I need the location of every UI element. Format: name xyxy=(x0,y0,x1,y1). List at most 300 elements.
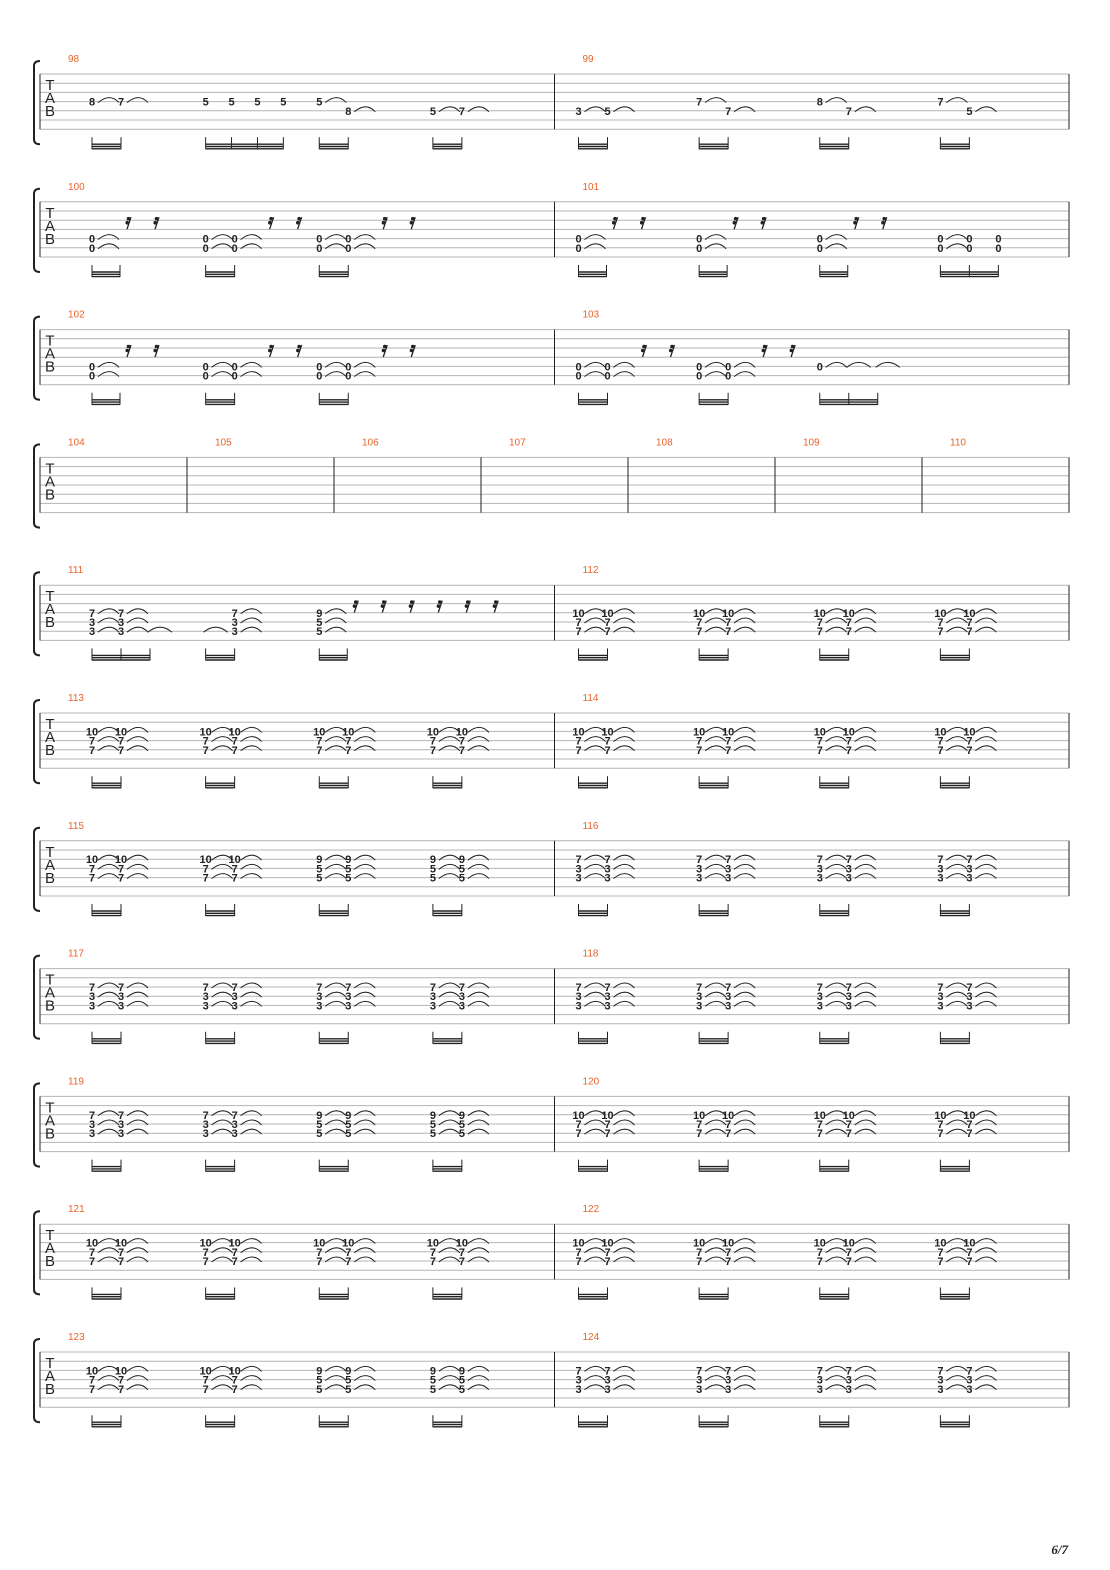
fret-number: 3 xyxy=(696,1000,703,1013)
fret-number: 3 xyxy=(816,1374,823,1387)
fret-number: 7 xyxy=(937,1246,944,1259)
fret-number: 8 xyxy=(816,96,823,109)
fret-number: 3 xyxy=(316,1000,323,1013)
fret-number: 9 xyxy=(458,1109,465,1122)
fret-number: 5 xyxy=(345,863,352,876)
tab-clef-letter: T xyxy=(45,1227,55,1245)
fret-number: 0 xyxy=(937,242,944,255)
fret-number: 10 xyxy=(813,726,826,739)
fret-number: 3 xyxy=(88,1119,96,1131)
fret-number: 7 xyxy=(202,1383,209,1396)
fret-number: 7 xyxy=(458,735,465,748)
fret-number: 10 xyxy=(813,607,826,620)
fret-number: 7 xyxy=(937,982,944,994)
fret-number: 3 xyxy=(845,1383,852,1396)
fret-number: 0 xyxy=(966,233,973,246)
fret-number: 7 xyxy=(966,1128,973,1141)
fret-number: 3 xyxy=(937,1000,944,1013)
fret-number: 7 xyxy=(604,854,611,867)
fret-number: 7 xyxy=(575,617,582,629)
fret-number: 0 xyxy=(231,370,238,383)
fret-number: 3 xyxy=(429,1000,436,1013)
fret-number: 7 xyxy=(345,1256,352,1268)
fret-number: 10 xyxy=(693,1109,706,1122)
measure-number: 118 xyxy=(582,948,599,960)
fret-number: 7 xyxy=(966,744,973,757)
fret-number: 3 xyxy=(696,1374,703,1387)
fret-number: 5 xyxy=(316,1383,323,1396)
fret-number: 10 xyxy=(114,726,128,739)
measure-number: 122 xyxy=(582,1204,600,1216)
fret-number: 7 xyxy=(117,872,125,885)
rest-flag-dot xyxy=(296,221,300,225)
tab-clef-letter: T xyxy=(45,332,55,350)
rest-flag-dot xyxy=(438,600,442,604)
fret-number: 7 xyxy=(604,1246,611,1259)
fret-number: 5 xyxy=(316,1128,323,1141)
fret-number: 7 xyxy=(696,1119,703,1131)
rest-flag-dot xyxy=(761,221,765,225)
fret-number: 10 xyxy=(934,1237,947,1250)
fret-number: 0 xyxy=(966,242,973,255)
measure-number: 100 xyxy=(68,181,85,193)
fret-number: 7 xyxy=(816,1128,823,1141)
fret-number: 5 xyxy=(280,96,287,109)
fret-number: 3 xyxy=(88,1128,96,1141)
fret-number: 3 xyxy=(966,1000,973,1013)
tab-clef-letter: T xyxy=(45,204,55,222)
fret-number: 7 xyxy=(816,735,823,748)
fret-number: 3 xyxy=(575,1383,582,1396)
fret-number: 5 xyxy=(966,105,973,118)
tab-clef-letter: B xyxy=(44,742,56,759)
fret-number: 3 xyxy=(231,617,238,629)
fret-number: 3 xyxy=(937,1383,944,1396)
fret-number: 10 xyxy=(693,1237,706,1250)
fret-number: 7 xyxy=(696,735,703,748)
fret-number: 0 xyxy=(88,242,96,255)
measure-number: 124 xyxy=(582,1332,600,1343)
rest-flag-dot xyxy=(297,345,301,349)
fret-number: 3 xyxy=(231,991,238,1004)
fret-number: 7 xyxy=(117,607,125,620)
fret-number: 10 xyxy=(963,726,976,739)
fret-number: 5 xyxy=(458,872,465,885)
measure-number: 109 xyxy=(803,437,820,449)
fret-number: 3 xyxy=(429,991,436,1004)
fret-number: 7 xyxy=(725,735,732,748)
fret-number: 5 xyxy=(429,1383,436,1396)
fret-number: 5 xyxy=(316,1374,323,1387)
fret-number: 3 xyxy=(937,991,944,1004)
fret-number: 3 xyxy=(231,626,238,639)
fret-number: 10 xyxy=(601,1237,614,1250)
fret-number: 5 xyxy=(345,872,352,885)
fret-number: 7 xyxy=(604,1119,611,1131)
fret-number: 3 xyxy=(845,991,852,1004)
rest-flag-dot xyxy=(670,345,674,349)
fret-number: 3 xyxy=(696,1383,703,1396)
fret-number: 7 xyxy=(845,626,852,639)
fret-number: 10 xyxy=(722,1109,735,1122)
fret-number: 3 xyxy=(966,863,973,876)
fret-number: 7 xyxy=(845,744,852,757)
fret-number: 0 xyxy=(345,233,352,246)
fret-number: 7 xyxy=(231,735,238,748)
rest-flag-dot xyxy=(734,217,738,221)
fret-number: 7 xyxy=(117,863,125,876)
fret-number: 7 xyxy=(202,735,209,748)
fret-number: 10 xyxy=(572,1237,585,1250)
tab-clef-letter: B xyxy=(44,614,56,632)
tab-clef-letter: T xyxy=(45,588,55,606)
rest-flag-dot xyxy=(411,217,415,221)
rest-flag-dot xyxy=(465,604,469,608)
fret-number: 7 xyxy=(937,1119,944,1131)
fret-number: 7 xyxy=(725,105,732,118)
fret-number: 0 xyxy=(316,370,323,383)
fret-number: 10 xyxy=(455,726,468,739)
rest-flag-dot xyxy=(155,217,159,221)
measure-number: 98 xyxy=(68,54,80,65)
fret-number: 7 xyxy=(202,1246,209,1259)
fret-number: 5 xyxy=(429,872,436,885)
fret-number: 3 xyxy=(117,1000,125,1013)
fret-number: 10 xyxy=(114,1237,128,1250)
fret-number: 3 xyxy=(231,1000,238,1013)
fret-number: 7 xyxy=(231,863,238,876)
tab-clef-letter: B xyxy=(44,869,56,887)
fret-number: 7 xyxy=(696,1365,703,1378)
fret-number: 5 xyxy=(458,863,465,876)
fret-number: 5 xyxy=(458,1128,465,1141)
rest-flag-dot xyxy=(612,221,616,225)
fret-number: 3 xyxy=(88,1000,96,1013)
fret-number: 10 xyxy=(813,1237,826,1250)
fret-number: 7 xyxy=(816,626,823,639)
rest-flag-dot xyxy=(733,221,737,225)
tab-clef-letter: T xyxy=(45,971,55,989)
measure-number: 119 xyxy=(68,1076,84,1088)
fret-number: 7 xyxy=(88,872,96,885)
fret-number: 10 xyxy=(601,1109,614,1122)
fret-number: 3 xyxy=(575,991,582,1004)
fret-number: 7 xyxy=(725,617,732,629)
system-bracket xyxy=(34,828,40,911)
rest-flag-dot xyxy=(127,217,131,221)
measure-number: 105 xyxy=(215,437,232,449)
fret-number: 3 xyxy=(604,863,611,876)
rest-flag-dot xyxy=(613,217,617,221)
fret-number: 7 xyxy=(696,617,703,629)
fret-number: 5 xyxy=(345,1383,352,1396)
fret-number: 7 xyxy=(816,1119,823,1131)
fret-number: 7 xyxy=(88,735,96,748)
fret-number: 7 xyxy=(937,1128,944,1141)
fret-number: 7 xyxy=(845,735,852,748)
fret-number: 9 xyxy=(458,1365,465,1378)
fret-number: 10 xyxy=(199,854,212,867)
fret-number: 10 xyxy=(199,726,212,739)
fret-number: 0 xyxy=(316,361,323,374)
rest-flag-dot xyxy=(381,604,385,608)
fret-number: 10 xyxy=(228,854,241,867)
fret-number: 7 xyxy=(231,744,238,757)
fret-number: 3 xyxy=(575,872,582,885)
fret-number: 10 xyxy=(426,1237,439,1250)
fret-number: 0 xyxy=(345,361,352,374)
fret-number: 10 xyxy=(934,1109,947,1122)
fret-number: 3 xyxy=(117,617,125,629)
fret-number: 5 xyxy=(316,1119,323,1131)
fret-number: 3 xyxy=(816,1000,823,1013)
fret-number: 3 xyxy=(725,1000,732,1013)
fret-number: 10 xyxy=(963,607,976,620)
fret-number: 5 xyxy=(316,863,323,876)
fret-number: 0 xyxy=(202,361,209,374)
fret-number: 10 xyxy=(601,607,614,620)
rest-flag-dot xyxy=(640,221,644,225)
tab-clef-letter: A xyxy=(44,90,56,107)
tab-clef-letter: A xyxy=(44,601,56,619)
system-bracket xyxy=(34,572,40,655)
fret-number: 7 xyxy=(345,982,352,994)
fret-number: 7 xyxy=(696,982,703,994)
fret-number: 3 xyxy=(88,991,96,1004)
rest-flag-dot xyxy=(268,349,272,353)
fret-number: 7 xyxy=(88,863,96,876)
fret-number: 7 xyxy=(937,626,944,639)
fret-number: 3 xyxy=(696,872,703,885)
fret-number: 0 xyxy=(345,242,352,255)
fret-number: 10 xyxy=(313,726,326,739)
fret-number: 10 xyxy=(228,1365,241,1378)
fret-number: 7 xyxy=(696,96,703,109)
tab-clef-letter: T xyxy=(45,1099,55,1117)
fret-number: 7 xyxy=(725,1256,732,1268)
rest-flag-dot xyxy=(437,604,441,608)
measure-number: 113 xyxy=(68,693,84,704)
tab-clef-letter: A xyxy=(44,1240,56,1258)
tab-clef-letter: A xyxy=(44,345,56,363)
fret-number: 0 xyxy=(88,361,96,374)
fret-number: 9 xyxy=(345,1365,352,1378)
tab-clef-letter: T xyxy=(45,843,55,861)
fret-number: 0 xyxy=(88,233,96,246)
fret-number: 7 xyxy=(345,744,352,757)
fret-number: 7 xyxy=(231,1374,238,1387)
fret-number: 0 xyxy=(202,242,209,255)
fret-number: 7 xyxy=(696,1128,703,1141)
fret-number: 0 xyxy=(575,370,582,383)
fret-number: 7 xyxy=(966,982,973,994)
fret-number: 3 xyxy=(202,991,209,1004)
rest-flag-dot xyxy=(382,349,386,353)
measure-number: 114 xyxy=(582,693,599,704)
fret-number: 3 xyxy=(231,1128,238,1141)
tab-clef-letter: A xyxy=(44,729,56,746)
system-bracket xyxy=(34,189,40,272)
fret-number: 3 xyxy=(725,863,732,876)
fret-number: 3 xyxy=(202,1128,209,1141)
measure-number: 116 xyxy=(582,820,599,832)
fret-number: 7 xyxy=(575,1128,582,1141)
fret-number: 7 xyxy=(429,744,436,757)
fret-number: 7 xyxy=(202,744,209,757)
fret-number: 7 xyxy=(725,626,732,639)
fret-number: 7 xyxy=(458,105,465,118)
fret-number: 0 xyxy=(816,361,823,374)
fret-number: 10 xyxy=(85,1365,99,1378)
fret-number: 10 xyxy=(572,726,585,739)
fret-number: 7 xyxy=(937,735,944,748)
rest-flag-dot xyxy=(155,345,159,349)
rest-flag-dot xyxy=(296,349,300,353)
fret-number: 10 xyxy=(934,726,947,739)
fret-number: 7 xyxy=(458,744,465,757)
rest-flag-dot xyxy=(762,217,766,221)
measure-number: 102 xyxy=(68,309,85,321)
measure-number: 108 xyxy=(656,437,673,449)
rest-flag-dot xyxy=(410,349,414,353)
fret-number: 7 xyxy=(816,1365,823,1378)
fret-number: 7 xyxy=(117,744,125,757)
system-bracket xyxy=(34,61,40,144)
fret-number: 10 xyxy=(572,1109,585,1122)
fret-number: 7 xyxy=(966,854,973,867)
fret-number: 7 xyxy=(202,863,209,876)
fret-number: 7 xyxy=(937,744,944,757)
fret-number: 0 xyxy=(816,233,823,246)
fret-number: 7 xyxy=(845,1246,852,1259)
rest-flag-dot xyxy=(854,217,858,221)
fret-number: 10 xyxy=(114,854,128,867)
fret-number: 3 xyxy=(604,1374,611,1387)
fret-number: 10 xyxy=(842,607,855,620)
fret-number: 7 xyxy=(575,1246,582,1259)
rest-flag-dot xyxy=(127,345,131,349)
fret-number: 3 xyxy=(604,991,611,1004)
fret-number: 7 xyxy=(88,1256,96,1268)
rest-flag-dot xyxy=(493,604,497,608)
fret-number: 7 xyxy=(696,1256,703,1268)
system-bracket xyxy=(34,1083,40,1166)
fret-number: 3 xyxy=(117,991,125,1004)
fret-number: 0 xyxy=(202,233,209,246)
fret-number: 7 xyxy=(845,1128,852,1141)
fret-number: 7 xyxy=(604,1256,611,1268)
tab-clef-letter: B xyxy=(44,1253,56,1271)
tab-clef-letter: A xyxy=(44,1368,56,1385)
fret-number: 5 xyxy=(228,96,235,109)
rest-flag-dot xyxy=(383,345,387,349)
rest-flag-dot xyxy=(125,349,129,353)
fret-number: 9 xyxy=(316,1109,323,1122)
measure-number: 121 xyxy=(68,1204,85,1216)
fret-number: 0 xyxy=(725,370,732,383)
fret-number: 3 xyxy=(117,1119,125,1131)
fret-number: 10 xyxy=(455,1237,468,1250)
fret-number: 10 xyxy=(228,726,241,739)
fret-number: 10 xyxy=(693,607,706,620)
fret-number: 0 xyxy=(345,370,352,383)
fret-number: 0 xyxy=(937,233,944,246)
rest-flag-dot xyxy=(882,217,886,221)
tab-clef-letter: A xyxy=(44,984,56,1002)
fret-number: 7 xyxy=(604,626,611,639)
fret-number: 10 xyxy=(963,1237,976,1250)
fret-number: 9 xyxy=(345,854,352,867)
fret-number: 7 xyxy=(575,1256,582,1268)
fret-number: 7 xyxy=(231,1256,238,1268)
fret-number: 3 xyxy=(966,1374,973,1387)
fret-number: 5 xyxy=(429,1119,436,1131)
fret-number: 7 xyxy=(696,744,703,757)
fret-number: 10 xyxy=(842,1237,855,1250)
fret-number: 3 xyxy=(316,991,323,1004)
rest-flag-dot xyxy=(669,349,673,353)
tab-clef-letter: B xyxy=(44,997,56,1015)
rest-flag-dot xyxy=(641,217,645,221)
fret-number: 3 xyxy=(604,1000,611,1013)
fret-number: 3 xyxy=(604,1383,611,1396)
fret-number: 9 xyxy=(316,854,323,867)
fret-number: 5 xyxy=(345,1128,352,1141)
fret-number: 10 xyxy=(813,1109,826,1122)
fret-number: 0 xyxy=(604,361,611,374)
fret-number: 3 xyxy=(937,863,944,876)
fret-number: 3 xyxy=(816,1383,823,1396)
fret-number: 7 xyxy=(604,982,611,994)
fret-number: 0 xyxy=(995,242,1002,255)
fret-number: 7 xyxy=(725,1246,732,1259)
fret-number: 7 xyxy=(937,854,944,867)
rest-flag-dot xyxy=(642,345,646,349)
rest-flag-dot xyxy=(382,600,386,604)
fret-number: 10 xyxy=(842,1109,855,1122)
tab-clef-letter: B xyxy=(44,358,56,376)
fret-number: 7 xyxy=(345,1246,352,1259)
fret-number: 0 xyxy=(88,370,96,383)
fret-number: 3 xyxy=(458,991,465,1004)
fret-number: 10 xyxy=(199,1237,212,1250)
rest-flag-dot xyxy=(268,221,272,225)
fret-number: 3 xyxy=(845,872,852,885)
fret-number: 7 xyxy=(725,744,732,757)
fret-number: 0 xyxy=(696,233,703,246)
measure-number: 117 xyxy=(68,948,84,960)
fret-number: 3 xyxy=(202,1000,209,1013)
fret-number: 0 xyxy=(696,361,703,374)
measure-number: 107 xyxy=(509,437,526,449)
fret-number: 7 xyxy=(202,1109,209,1122)
rest-flag-dot xyxy=(410,600,414,604)
rest-flag-dot xyxy=(466,600,470,604)
fret-number: 7 xyxy=(845,982,852,994)
fret-number: 7 xyxy=(316,982,323,994)
measure-number: 103 xyxy=(582,309,600,321)
fret-number: 0 xyxy=(575,233,582,246)
fret-number: 3 xyxy=(117,1128,125,1141)
fret-number: 9 xyxy=(429,1109,436,1122)
fret-number: 7 xyxy=(575,1119,582,1131)
fret-number: 3 xyxy=(816,991,823,1004)
fret-number: 5 xyxy=(429,1128,436,1141)
rest-flag-dot xyxy=(153,349,157,353)
system-bracket xyxy=(34,1211,40,1294)
fret-number: 3 xyxy=(575,1000,582,1013)
fret-number: 0 xyxy=(696,242,703,255)
